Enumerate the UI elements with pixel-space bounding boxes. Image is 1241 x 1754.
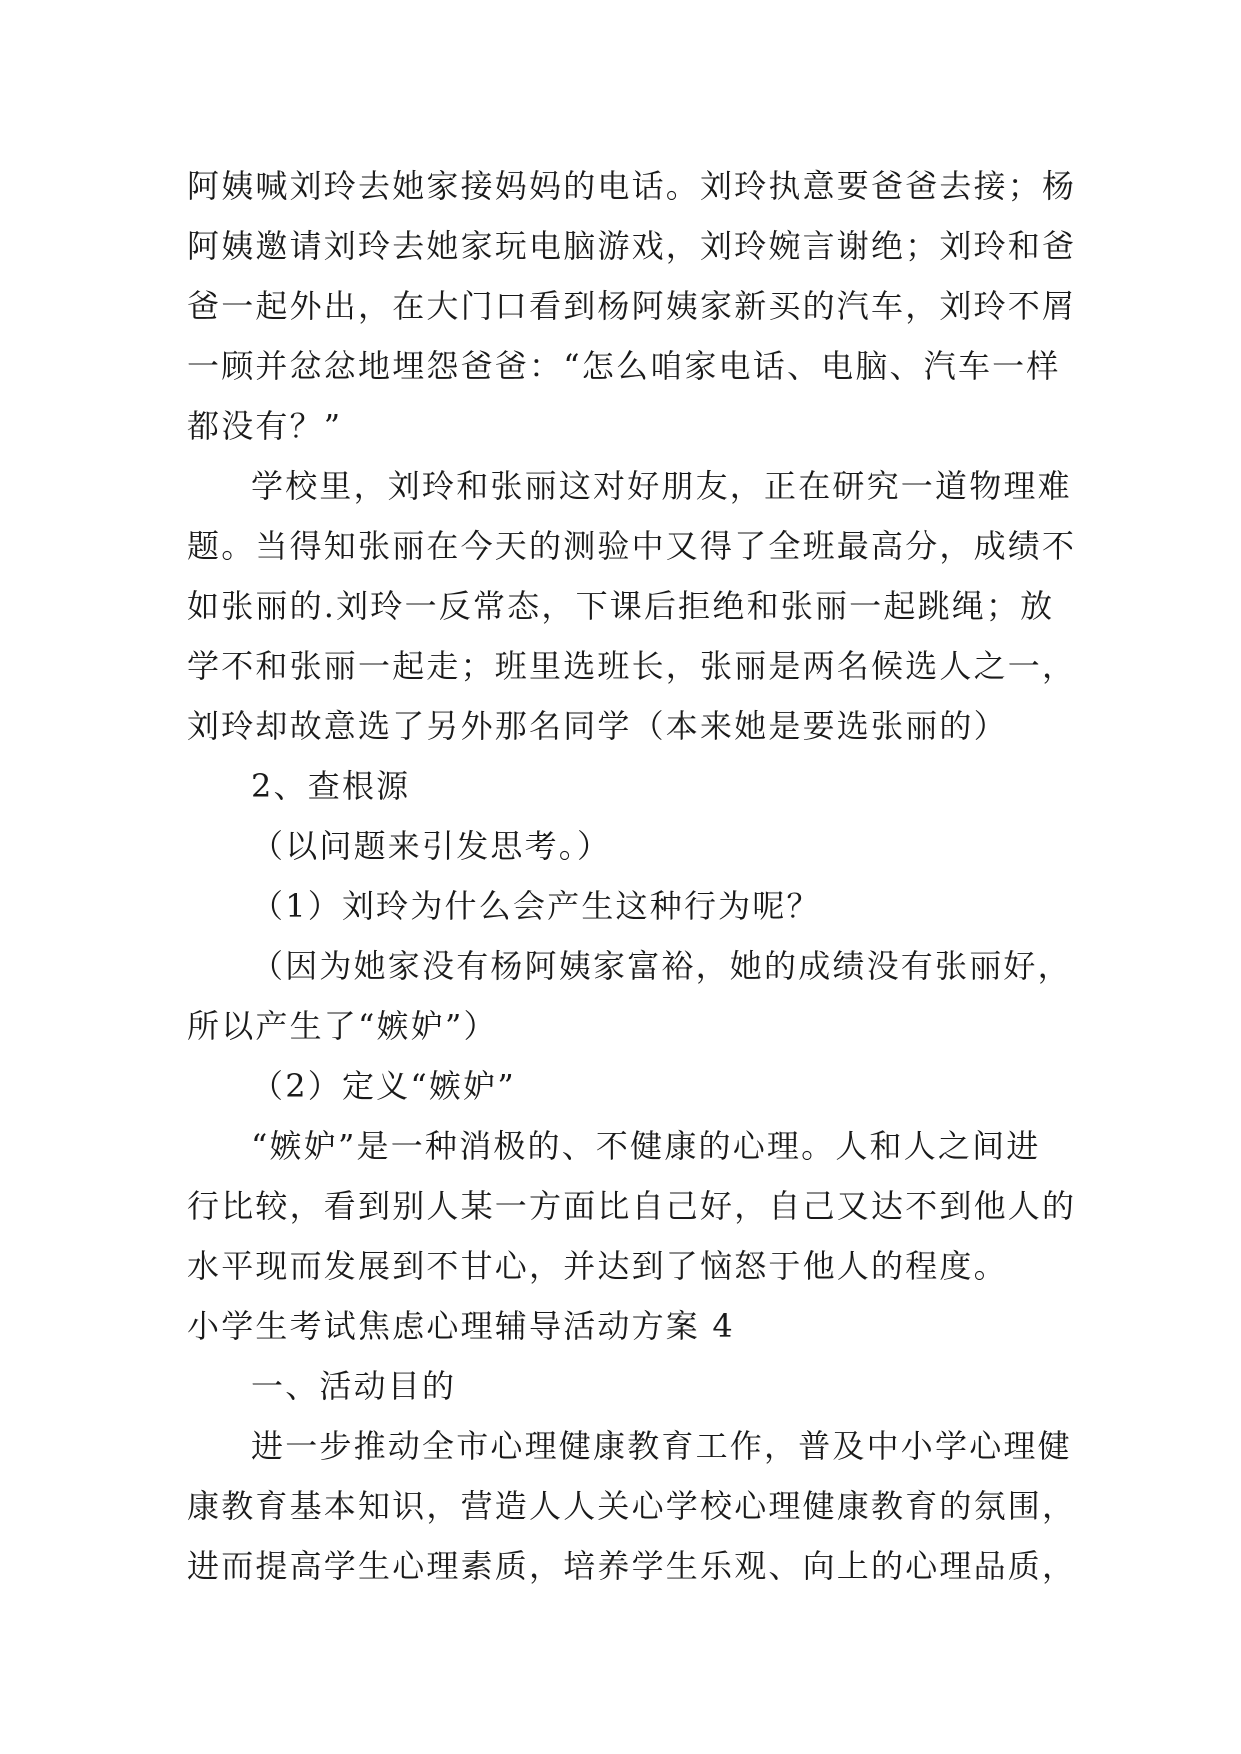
text-line: 康教育基本知识，营造人人关心学校心理健康教育的氛围， xyxy=(187,1487,1077,1525)
text-line: 都没有？” xyxy=(187,407,343,445)
text-line: 所以产生了“嫉妒”） xyxy=(187,1007,498,1045)
text-line: 爸一起外出，在大门口看到杨阿姨家新买的汽车，刘玲不屑 xyxy=(187,287,1077,325)
text-line: 一顾并忿忿地埋怨爸爸：“怎么咱家电话、电脑、汽车一样 xyxy=(187,347,1061,385)
text-line: 小学生考试焦虑心理辅导活动方案 4 xyxy=(187,1307,735,1345)
text-line: 水平现而发展到不甘心，并达到了恼怒于他人的程度。 xyxy=(187,1247,1008,1285)
text-line: （2）定义“嫉妒” xyxy=(251,1067,516,1105)
text-line: 如张丽的.刘玲一反常态，下课后拒绝和张丽一起跳绳；放 xyxy=(187,587,1055,625)
text-line: “嫉妒”是一种消极的、不健康的心理。人和人之间进 xyxy=(251,1127,1041,1165)
text-line: 刘玲却故意选了另外那名同学（本来她是要选张丽的） xyxy=(187,707,1008,745)
text-line: 阿姨邀请刘玲去她家玩电脑游戏，刘玲婉言谢绝；刘玲和爸 xyxy=(187,227,1077,265)
text-line: 阿姨喊刘玲去她家接妈妈的电话。刘玲执意要爸爸去接；杨 xyxy=(187,167,1077,205)
text-line: 学校里，刘玲和张丽这对好朋友，正在研究一道物理难 xyxy=(251,467,1072,505)
text-line: （以问题来引发思考。） xyxy=(251,827,612,865)
text-line: （1）刘玲为什么会产生这种行为呢？ xyxy=(251,887,821,925)
text-line: 进而提高学生心理素质，培养学生乐观、向上的心理品质， xyxy=(187,1547,1077,1585)
text-line: 题。当得知张丽在今天的测验中又得了全班最高分，成绩不 xyxy=(187,527,1077,565)
text-line: 学不和张丽一起走；班里选班长，张丽是两名候选人之一， xyxy=(187,647,1077,685)
text-line: 一、活动目的 xyxy=(251,1367,457,1405)
text-line: 2、查根源 xyxy=(251,767,411,805)
text-line: 行比较，看到别人某一方面比自己好，自己又达不到他人的 xyxy=(187,1187,1077,1225)
document-page xyxy=(187,156,1077,1596)
text-line: 进一步推动全市心理健康教育工作，普及中小学心理健 xyxy=(251,1427,1072,1465)
text-line: （因为她家没有杨阿姨家富裕，她的成绩没有张丽好， xyxy=(251,947,1072,985)
